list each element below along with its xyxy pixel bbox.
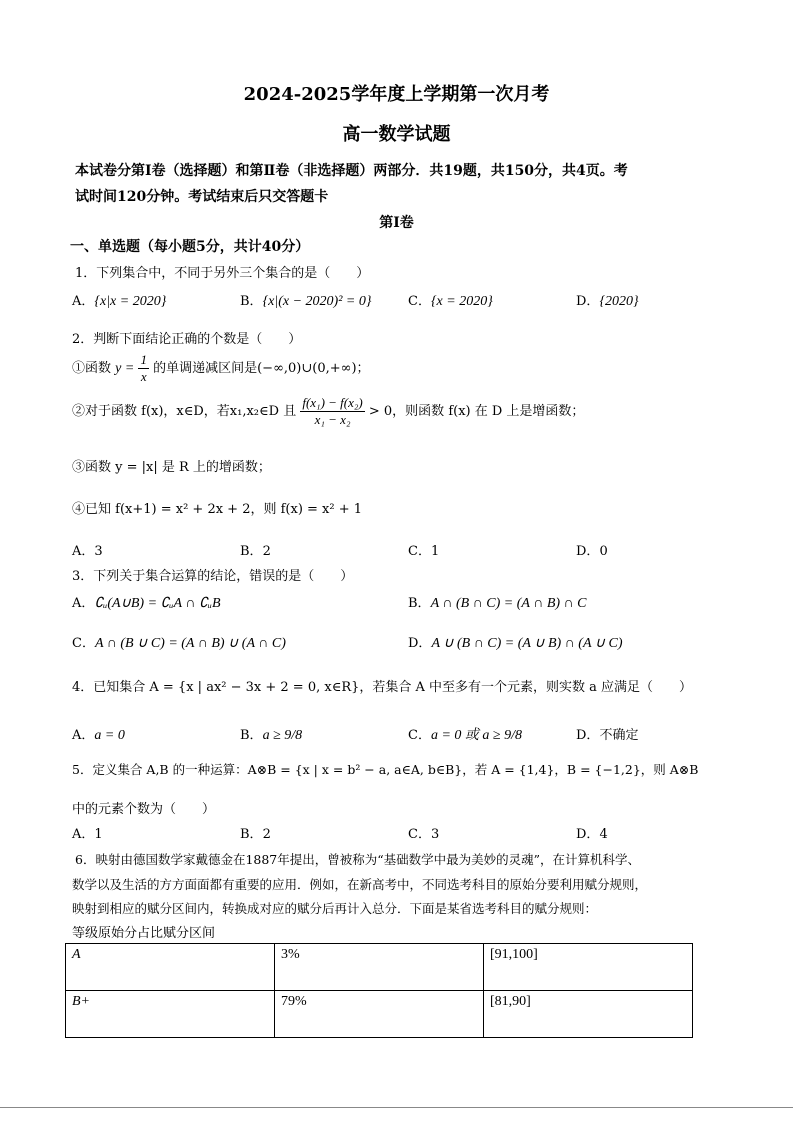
option-content: {2020} [599,294,639,309]
option-label: D． [408,636,432,651]
q5-option-b [240,823,271,842]
q3-option-c [72,632,286,652]
q4-option-b [240,724,302,744]
q6-line-1: 6．映射由德国数学家戴德金在1887年提出，曾被称为“基础数学中最为美妙的灵魂”，在计算机科学、 [75,852,641,867]
option-content: 2 [262,544,271,559]
statement-text-a: ②对于函数 f(x)，x∈D，若x₁,x₂∈D 且 [72,404,297,419]
page-bottom-divider [0,1107,793,1108]
option-label: A． [72,827,95,842]
option-content: 3 [94,544,103,559]
q4-option-a [72,724,125,744]
table-cell-range: [91,100] [484,944,693,991]
q6-table-caption: 等级原始分占比赋分区间 [72,926,216,941]
option-label: C． [408,728,431,743]
option-label: B． [240,294,263,309]
option-label: D． [576,827,600,842]
option-content: 3 [430,827,440,842]
option-content: A ∩ (B ∩ C) = (A ∩ B) ∩ C [430,596,587,611]
q5-option-a [72,823,103,842]
fraction-denominator: x₁ − x₂ [314,412,351,427]
fraction [300,395,364,428]
statement-func: y = [115,361,135,376]
option-content: 4 [599,827,608,842]
option-label: C． [408,294,431,309]
option-content: 1 [430,544,440,559]
option-content: {x|x = 2020} [94,294,167,309]
q4-option-d [576,724,638,743]
option-content: a = 0 或 a ≥ 9/8 [430,728,522,743]
option-content: ∁ᵤ(A∪B) = ∁ᵤA ∩ ∁ᵤB [94,596,221,611]
q3-option-a [72,592,221,612]
exam-title: 2024-2025学年度上学期第一次月考 [243,84,550,105]
q6-line-2: 数学以及生活的方方面面都有重要的应用．例如，在新高考中，不同选考科目的原始分要利用赋分规则， [72,877,648,892]
table-cell-range: [81,90] [484,991,693,1038]
instructions-line-2: 试时间120分钟。考试结束后只交答题卡 [75,189,329,205]
option-content: 不确定 [599,728,639,743]
q3-stem: 3．下列关于集合运算的结论，错误的是（ ） [72,569,354,584]
option-content: a = 0 [94,728,125,743]
table-cell-grade: A [66,944,275,991]
q1-stem: 1．下列集合中，不同于另外三个集合的是（ ） [75,266,370,281]
option-content: 1 [94,827,103,842]
fraction [138,352,149,385]
option-label: A． [72,728,95,743]
q2-statement-4: ④已知 f(x+1) = x² + 2x + 2，则 f(x) = x² + 1 [72,502,363,517]
q2-option-b [240,540,271,559]
table-cell-ratio: 3% [275,944,484,991]
option-content: a ≥ 9/8 [262,728,303,743]
statement-suffix: 的单调递减区间是(−∞,0)∪(0,+∞)； [153,361,370,376]
option-label: A． [72,294,95,309]
part1-title: 第Ⅰ卷 [379,215,414,231]
option-label: C． [408,544,431,559]
q3-option-d [408,632,623,652]
q5-option-d [576,823,608,842]
q5-stem-cont: 中的元素个数为（ ） [72,802,216,817]
q2-stem: 2．判断下面结论正确的个数是（ ） [72,332,302,347]
option-label: A． [72,596,95,611]
q2-option-c [408,540,439,559]
table-cell-ratio: 79% [275,991,484,1038]
option-content: A ∩ (B ∪ C) = (A ∩ B) ∪ (A ∩ C) [94,636,286,651]
option-label: D． [576,294,600,309]
q1-option-c [408,290,493,310]
option-content: {x = 2020} [430,294,493,309]
q1-option-d [576,290,639,310]
table-row [66,944,693,991]
option-label: C． [72,636,95,651]
fraction-denominator: x [140,369,147,384]
q3-option-b [408,592,586,612]
option-content: A ∪ (B ∩ C) = (A ∪ B) ∩ (A ∪ C) [431,636,623,651]
q4-stem: 4．已知集合 A = {x | ax² − 3x + 2 = 0, x∈R}，若集合 A 中至多有一个元素，则实数 a 应满足（ ） [72,680,693,695]
fraction-numerator: f(x₁) − f(x₂) [302,395,363,410]
option-label: C． [408,827,431,842]
option-label: B． [240,728,263,743]
option-label: A． [72,544,95,559]
table-cell-grade: B+ [66,991,275,1038]
q1-option-a [72,290,166,310]
statement-text-b: > 0，则函数 f(x) 在 D 上是增函数； [368,404,585,419]
option-label: D． [576,728,600,743]
option-content: {x|(x − 2020)² = 0} [262,294,372,309]
q4-option-c [408,724,522,744]
q2-option-d [576,540,608,559]
q2-option-a [72,540,103,559]
option-content: 2 [262,827,271,842]
section-title: 一、单选题（每小题5分，共计40分） [70,239,310,255]
subject-title: 高一数学试题 [342,124,451,145]
instructions-line-1: 本试卷分第Ⅰ卷（选择题）和第Ⅱ卷（非选择题）两部分．共19题，共150分，共4页。考 [75,163,628,179]
fraction-numerator: 1 [140,352,147,367]
q2-statement-3: ③函数 y = |x| 是 R 上的增函数； [72,460,271,475]
q2-statement-2 [72,395,584,428]
table-row [66,991,693,1038]
grade-table [65,943,693,1038]
option-label: B． [240,544,263,559]
option-label: B． [408,596,431,611]
option-content: 0 [599,544,608,559]
q5-option-c [408,823,439,842]
q6-line-3: 映射到相应的赋分区间内，转换成对应的赋分后再计入总分．下面是某省选考科目的赋分规则： [72,901,598,916]
statement-prefix: ①函数 [72,361,112,376]
q1-option-b [240,290,371,310]
option-label: B． [240,827,263,842]
q2-statement-1 [72,352,370,385]
q5-stem: 5．定义集合 A,B 的一种运算：A⊗B = {x | x = b² − a, a∈A, b∈B}，若 A = {1,4}，B = {−1,2}，则 A⊗B [72,762,699,777]
option-label: D． [576,544,600,559]
